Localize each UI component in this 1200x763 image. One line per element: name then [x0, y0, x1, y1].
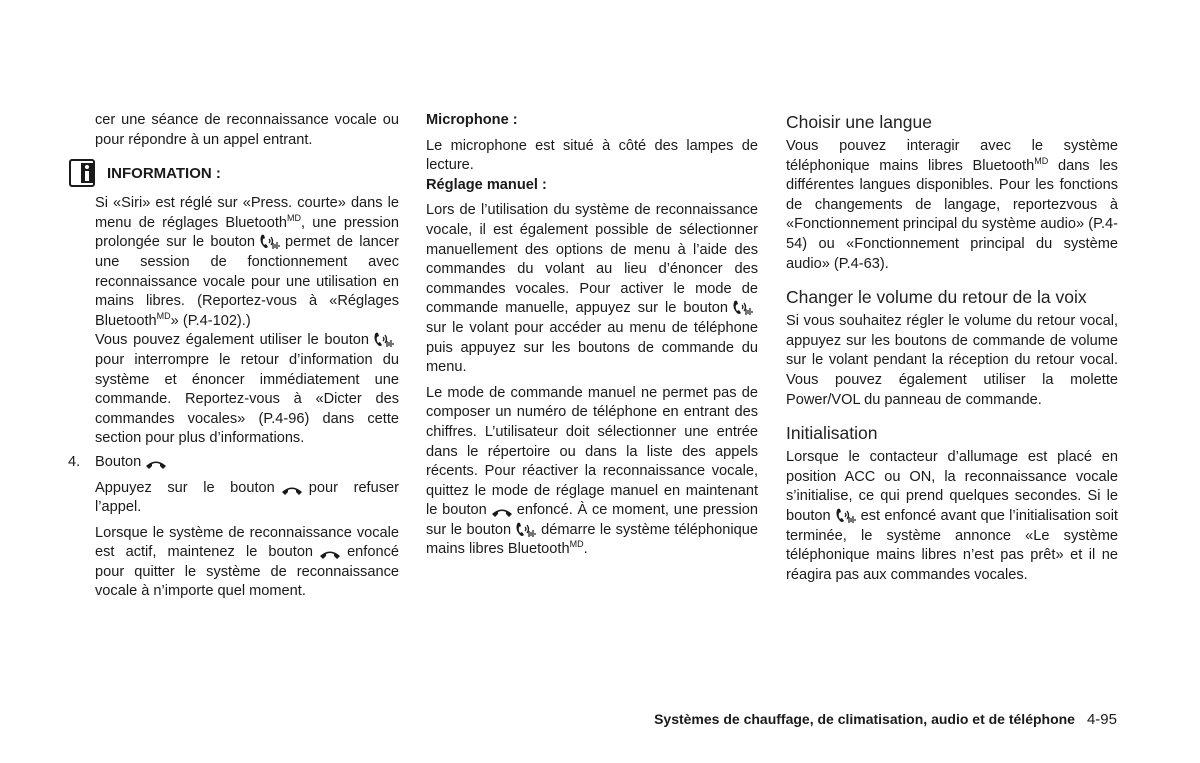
text: Si «Siri» est réglé sur «Press. courte» dans le menu de réglages Bluetooth	[95, 195, 399, 231]
text: pour refuser l’appel.	[95, 479, 400, 516]
item-paragraph-2	[95, 524, 399, 602]
manual-heading: Réglage manuel :	[426, 176, 547, 193]
footer-section-title: Systèmes de chauffage, de climatisation, audio et de téléphone	[654, 711, 1075, 727]
superscript: MD	[569, 539, 584, 550]
text: Vous pouvez également utiliser le bouton	[95, 332, 369, 349]
text: Vous pouvez interagir avec le système téléphonique mains libres Bluetooth	[786, 138, 1118, 174]
text: est enfoncé avant que l’initialisation soit terminée, le système annonce «Le système téléphonique mains libres n’est pas prêt» et il ne réagira pas aux commandes vocales.	[786, 507, 1118, 583]
manual-paragraph-1	[426, 201, 758, 377]
heading-language: Choisir une langue	[786, 112, 932, 132]
initialisation-text	[786, 448, 1118, 585]
volume-text: Si vous souhaitez régler le volume du retour vocal, appuyez sur les boutons de commande de volume sur le volant pendant la réception du retour vocal. Vous pouvez également utiliser la molette Power/VOL du panneau de commande.	[786, 313, 1118, 408]
microphone-text: Le microphone est situé à côté des lampes de lecture.	[426, 137, 758, 174]
information-icon	[69, 159, 95, 187]
phone-hangup-icon	[316, 548, 344, 560]
phone-voice-icon	[372, 331, 396, 348]
microphone-heading: Microphone :	[426, 112, 518, 128]
info-paragraph-1	[95, 194, 399, 331]
item-number: 4.	[68, 453, 81, 470]
superscript: MD	[156, 310, 171, 321]
page-footer	[654, 711, 1117, 728]
text: Appuyez sur le bouton	[95, 479, 275, 496]
text: Lors de l’utilisation du système de reconnaissance vocale, il est également possible de sélectionner manuellement des options de menu à l’aide des commandes du volant au lieu d’énoncer des commandes vocales. Pour activer le mode de commande manuelle, appuyez sur le bouton	[426, 202, 758, 317]
information-header	[95, 163, 399, 185]
phone-voice-icon	[834, 507, 858, 524]
column-left	[68, 111, 400, 602]
column-middle	[426, 111, 758, 560]
language-text	[786, 137, 1118, 274]
phone-hangup-icon	[278, 484, 306, 496]
phone-voice-icon	[258, 233, 282, 250]
text: .	[583, 541, 588, 558]
text: Bouton	[95, 453, 142, 470]
manual-paragraph-2	[426, 384, 758, 560]
text: démarre le système téléphonique mains libres Bluetooth	[426, 521, 758, 558]
heading-volume: Changer le volume du retour de la voix	[786, 287, 1087, 308]
item-paragraph-1	[95, 479, 399, 518]
text: Le mode de commande manuel ne permet pas de composer un numéro de téléphone en entrant des chiffres. L’utilisateur doit sélectionner une entrée dans le répertoire ou dans la liste des appels récents. Pour réactiver la reconnaissance vocale, quittez le mode de réglage manuel en maintenant le bouton	[426, 384, 758, 519]
intro-text: cer une séance de reconnaissance vocale ou pour répondre à un appel entrant.	[95, 112, 399, 148]
phone-voice-icon	[514, 521, 538, 538]
heading-initialisation: Initialisation	[786, 423, 878, 444]
phone-voice-icon	[731, 299, 755, 316]
phone-hangup-icon	[490, 506, 514, 518]
text: enfoncé. À ce moment, une pression sur le bouton	[426, 502, 758, 538]
phone-hangup-icon	[144, 458, 168, 470]
information-title: INFORMATION :	[107, 165, 221, 183]
text: dans les différentes langues disponibles. Pour les fonctions de changements de langage, reportezvous à «Fonctionnement principal du système audio» (P.4-54) ou «Fonctionnement principal du système audio» (P.4-63).	[786, 157, 1118, 272]
text: Lorsque le contacteur d’allumage est placé en position ACC ou ON, la reconnaissance vocale s’initialise, ce qui prend quelques secondes. Si le bouton	[786, 449, 1118, 524]
text: Lorsque le système de reconnaissance vocale est actif, maintenez le bouton	[95, 524, 399, 561]
page-number: 4-95	[1086, 711, 1117, 728]
text: enfoncé pour quitter le système de reconnaissance vocale à n’importe quel moment.	[95, 544, 399, 600]
column-right	[786, 111, 1118, 585]
superscript: MD	[1034, 155, 1049, 166]
text: sur le volant pour accéder au menu de téléphone puis appuyez sur les boutons de commande du menu.	[426, 319, 758, 376]
text: permet de lancer une session de fonctionnement avec reconnaissance vocale pour une utilisation en mains libres. (Reportez-vous à «Réglages Bluetooth	[95, 234, 399, 329]
text: , une pression prolongée sur le bouton	[95, 214, 399, 251]
info-paragraph-2	[95, 331, 399, 449]
list-item-4	[68, 453, 400, 602]
item-title	[95, 453, 399, 473]
text: pour interrompre le retour d’information du système et énoncer immédiatement une commande. Reportez-vous à «Dicter des commandes vocales» (P.4-96) dans cette section pour plus d’informations.	[95, 351, 399, 447]
text: » (P.4-102).)	[170, 312, 251, 329]
superscript: MD	[287, 212, 302, 223]
